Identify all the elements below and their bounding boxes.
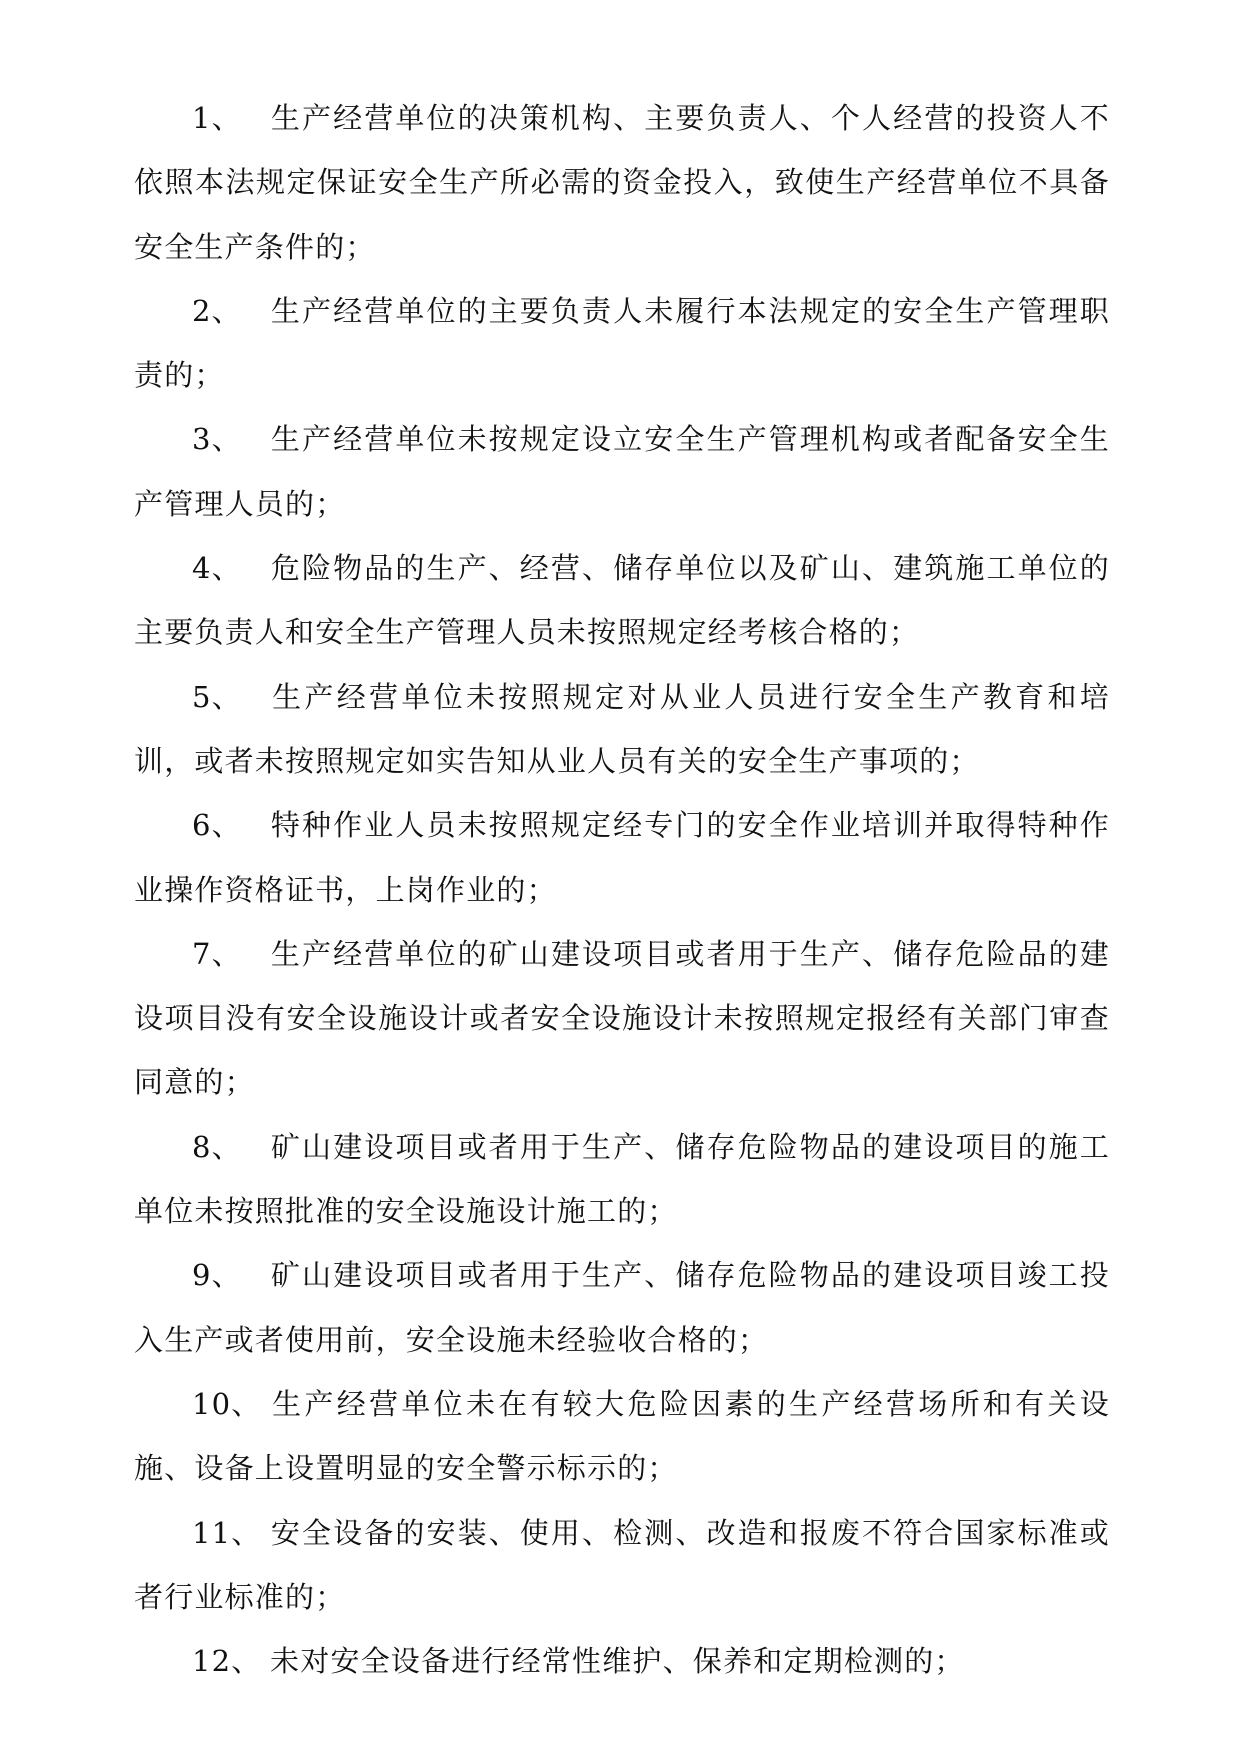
item-text: 生产经营单位未在有较大危险因素的生产经营场所和有关设施、设备上设置明显的安全警示标示的； [134, 1386, 1110, 1486]
item-text: 生产经营单位未按规定设立安全生产管理机构或者配备安全生产管理人员的； [134, 422, 1110, 521]
item-number: 4、 [192, 551, 242, 586]
item-number: 8、 [192, 1129, 242, 1164]
item-number: 9、 [192, 1258, 242, 1293]
item-number: 6、 [192, 808, 242, 843]
item-text: 生产经营单位的矿山建设项目或者用于生产、储存危险品的建设项目没有安全设施设计或者安全设施设计未按照规定报经有关部门审查同意的； [134, 936, 1110, 1100]
list-item [134, 536, 1110, 665]
item-number: 10、 [192, 1386, 262, 1421]
item-number: 2、 [192, 293, 242, 328]
item-text: 矿山建设项目或者用于生产、储存危险物品的建设项目的施工单位未按照批准的安全设施设计施工的； [134, 1129, 1110, 1229]
item-number: 12、 [192, 1644, 262, 1679]
item-text: 生产经营单位的主要负责人未履行本法规定的安全生产管理职责的； [134, 293, 1110, 393]
list-item [134, 1372, 1110, 1501]
list-item [134, 665, 1110, 794]
item-number: 1、 [192, 101, 242, 135]
item-text: 矿山建设项目或者用于生产、储存危险物品的建设项目竣工投入生产或者使用前，安全设施未经验收合格的； [134, 1258, 1110, 1357]
item-number: 7、 [192, 936, 242, 971]
item-number: 5、 [192, 679, 242, 714]
item-text: 危险物品的生产、经营、储存单位以及矿山、建筑施工单位的主要负责人和安全生产管理人员未按照规定经考核合格的； [134, 551, 1110, 650]
item-text: 安全设备的安装、使用、检测、改造和报废不符合国家标准或者行业标准的； [134, 1515, 1110, 1614]
item-number: 11、 [192, 1515, 262, 1550]
list-item [134, 922, 1110, 1115]
item-text: 特种作业人员未按照规定经专门的安全作业培训并取得特种作业操作资格证书，上岗作业的； [134, 808, 1110, 907]
list-item [134, 1501, 1110, 1630]
list-item [134, 1115, 1110, 1244]
document-body [134, 86, 1110, 1693]
item-text: 未对安全设备进行经常性维护、保养和定期检测的； [270, 1644, 965, 1679]
list-item [134, 86, 1110, 279]
item-number: 3、 [192, 422, 242, 457]
item-text: 生产经营单位的决策机构、主要负责人、个人经营的投资人不依照本法规定保证安全生产所必需的资金投入，致使生产经营单位不具备安全生产条件的； [134, 101, 1110, 264]
list-item [134, 279, 1110, 408]
list-item [134, 793, 1110, 922]
list-item [134, 1243, 1110, 1372]
list-item [134, 407, 1110, 536]
list-item [134, 1629, 1110, 1693]
item-text: 生产经营单位未按照规定对从业人员进行安全生产教育和培训，或者未按照规定如实告知从业人员有关的安全生产事项的； [134, 679, 1110, 778]
